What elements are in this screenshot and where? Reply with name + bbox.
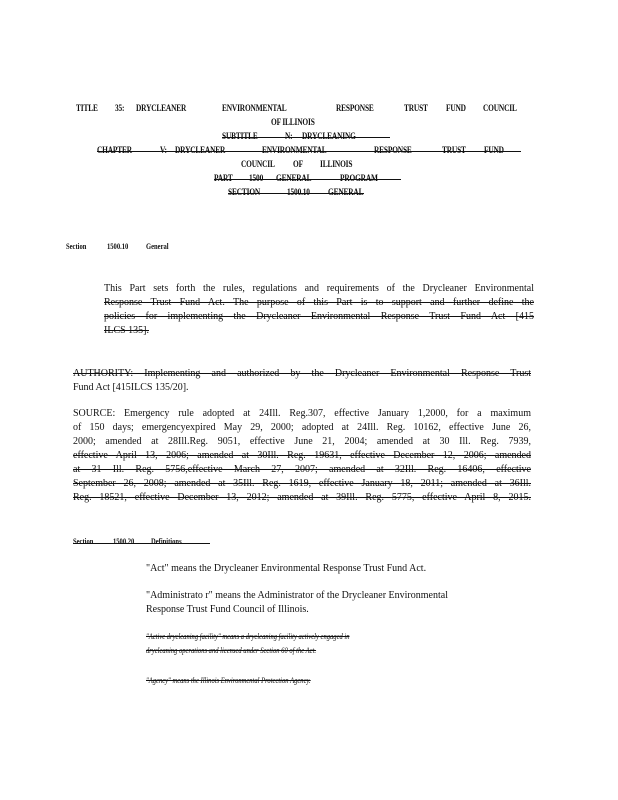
section-word: SECTION <box>228 187 261 197</box>
chapter-word: V: <box>160 145 167 155</box>
paragraph-line: "Active drycleaning facility" means a drycleaning facility actively engaged in <box>146 632 350 641</box>
section-word: 1500.10 <box>287 187 310 197</box>
chapter-word: FUND <box>484 145 504 155</box>
title-word: 35: <box>115 103 125 113</box>
section-title: General <box>146 242 169 251</box>
paragraph-line: of 150 days; emergencyexpired May 29, 2000; adopted at 24Ill. Reg. 10162, effective June 26, <box>73 422 531 433</box>
paragraph-line: 2000; amended at 28Ill.Reg. 9051, effective June 21, 2004; amended at 30 Ill. Reg. 7939, <box>73 436 531 447</box>
title-word: RESPONSE <box>336 103 374 113</box>
paragraph-line: policies for implementing the Drycleaner Environmental Response Trust Fund Act [415 <box>104 311 534 322</box>
section-number: 1500.20 <box>113 537 135 546</box>
purpose-paragraph <box>104 282 534 338</box>
title-word: COUNCIL <box>483 103 517 113</box>
paragraph-line: Reg. 18521, effective December 13, 2012; amended at 39Ill. Reg. 5775, effective April 8, 2015. <box>73 492 531 503</box>
subtitle-word: SUBTITLE <box>222 131 258 141</box>
authority-paragraph <box>73 367 531 395</box>
part-word: 1500 <box>249 173 264 183</box>
chapter-word: DRYCLEANER <box>175 145 226 155</box>
chapter-word: ENVIRONMENTAL <box>262 145 327 155</box>
section-number: 1500.10 <box>107 242 129 251</box>
strike-line <box>228 193 364 194</box>
council-word: OF <box>293 159 303 169</box>
council-word: ILLINOIS <box>320 159 353 169</box>
section-word: GENERAL <box>328 187 364 197</box>
section-label: Section <box>73 537 94 546</box>
definition-active-facility <box>146 630 518 658</box>
title-word: FUND <box>446 103 466 113</box>
chapter-word: TRUST <box>442 145 466 155</box>
chapter-word: CHAPTER <box>97 145 132 155</box>
subtitle-word: N: <box>285 131 293 141</box>
title-word: ENVIRONMENTAL <box>222 103 287 113</box>
part-word: PROGRAM <box>340 173 378 183</box>
part-word: PART <box>214 173 233 183</box>
definition-agency: "Agency" means the Illinois Environmental Protection Agency. <box>146 676 311 685</box>
chapter-word: RESPONSE <box>374 145 412 155</box>
paragraph-line: effective April 13, 2006; amended at 30Ill. Reg. 19631, effective December 12, 2006; amended <box>73 450 531 461</box>
paragraph-line: Response Trust Fund Act. The purpose of this Part is to support and further define the <box>104 297 534 308</box>
section-title: Definitions <box>151 537 182 546</box>
paragraph-line: This Part sets forth the rules, regulations and requirements of the Drycleaner Environmental <box>104 283 534 294</box>
paragraph-line: at 31 Ill. Reg. 5756,effective March 27, 2007; amended at 32Ill. Reg. 16406, effective <box>73 464 531 475</box>
title-word: TITLE <box>76 103 98 113</box>
strike-line <box>73 543 210 544</box>
paragraph-line: September 26, 2008; amended at 35Ill. Reg. 1619, effective January 18, 2011; amended at 36Ill. <box>73 478 531 489</box>
strike-line <box>222 137 390 138</box>
title-word: TRUST <box>404 103 428 113</box>
strike-line <box>97 151 521 152</box>
section-label: Section <box>66 242 87 251</box>
title-word: DRYCLEANER <box>136 103 187 113</box>
part-word: GENERAL <box>276 173 312 183</box>
paragraph-line: AUTHORITY: Implementing and authorized by the Drycleaner Environmental Response Trust <box>73 368 531 379</box>
definition-act: "Act" means the Drycleaner Environmental Response Trust Fund Act. <box>146 563 427 574</box>
definition-administrator-cont: Response Trust Fund Council of Illinois. <box>146 604 309 615</box>
title-line2: OF ILLINOIS <box>271 117 315 127</box>
paragraph-line: drycleaning operations and licensed under Section 60 of the Act. <box>146 646 317 655</box>
council-word: COUNCIL <box>241 159 275 169</box>
source-paragraph <box>73 407 531 505</box>
paragraph-line: SOURCE: Emergency rule adopted at 24Ill. Reg.307, effective January 1,2000, for a maximum <box>73 408 531 419</box>
strike-line <box>214 179 401 180</box>
subtitle-word: DRYCLEANING <box>302 131 356 141</box>
paragraph-line: ILCS 135]. <box>104 325 149 336</box>
definition-administrator: "Administrato r" means the Administrator of the Drycleaner Environmental <box>146 590 448 601</box>
paragraph-line: Fund Act [415ILCS 135/20]. <box>73 382 189 393</box>
